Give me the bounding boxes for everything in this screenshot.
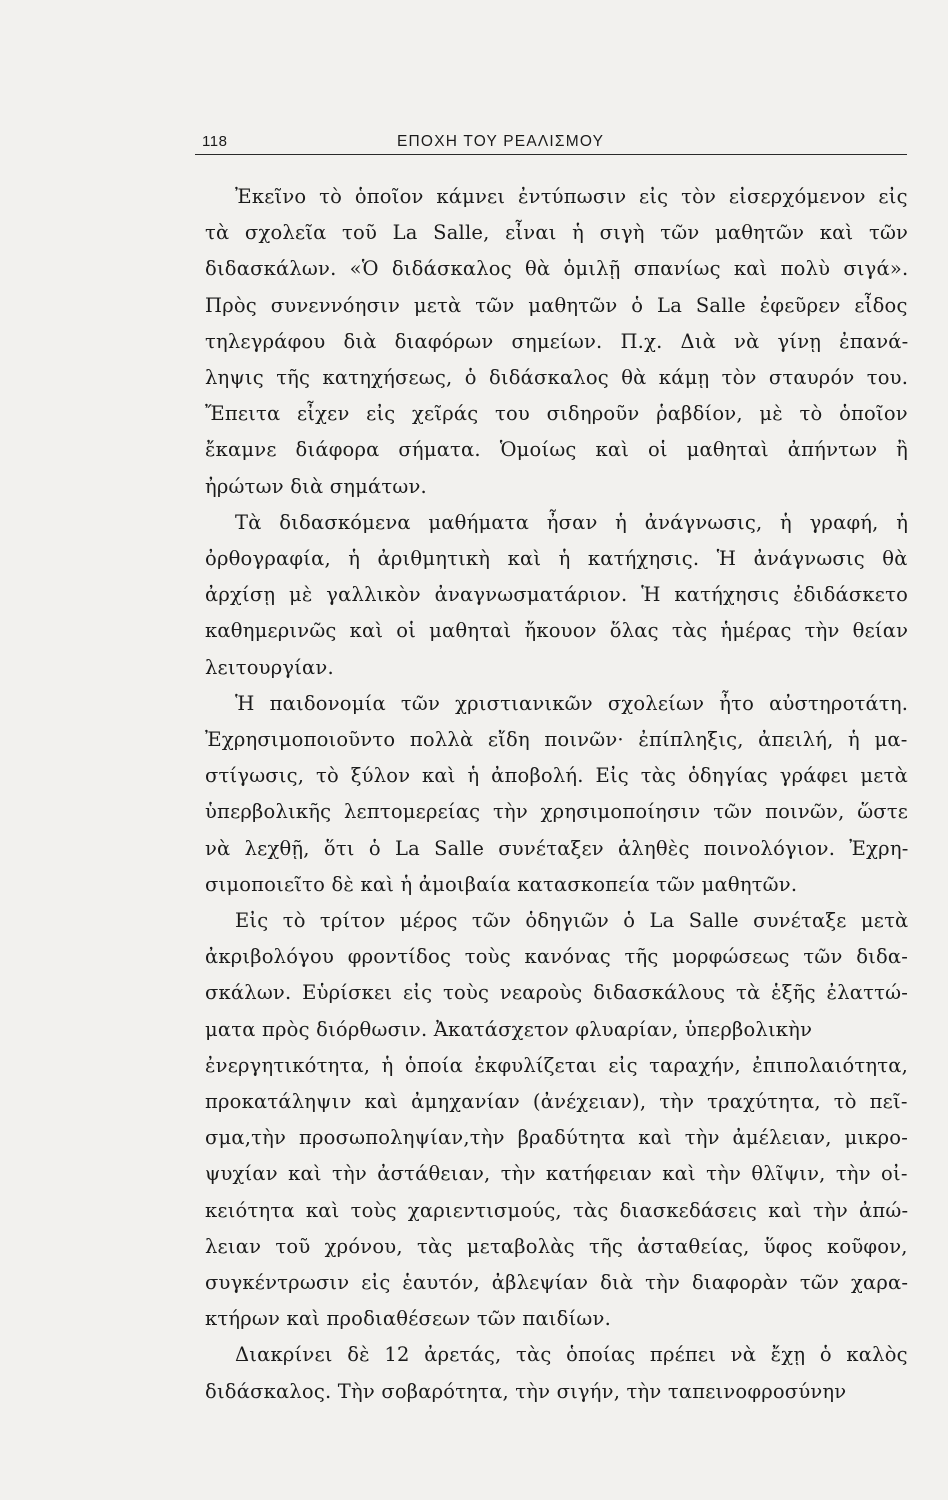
text-line: τηλεγράφου διὰ διαφόρων σημείων. Π.χ. Διὰ νὰ γίνῃ ἐπανά- bbox=[205, 329, 909, 353]
text-line: ματα πρὸς διόρθωσιν. Ἀκατάσχετον φλυαρίαν, ὑπερβολικὴν bbox=[205, 1017, 813, 1041]
running-head bbox=[202, 133, 910, 155]
text-line: κειότητα καὶ τοὺς χαριεντισμούς, τὰς διασκεδάσεις καὶ τὴν ἀπώ- bbox=[205, 1198, 909, 1222]
text-line: διδασκάλων. «Ὁ διδάσκαλος θὰ ὁμιλῇ σπανίως καὶ πολὺ σιγά». bbox=[205, 257, 909, 281]
text-line: διδάσκαλος. Τὴν σοβαρότητα, τὴν σιγήν, τὴν ταπεινοφροσύνην bbox=[205, 1379, 847, 1403]
text-line: κτήρων καὶ προδιαθέσεων τῶν παιδίων. bbox=[205, 1307, 611, 1331]
text-line: ληψις τῆς κατηχήσεως, ὁ διδάσκαλος θὰ κάμῃ τὸν σταυρόν του. bbox=[205, 366, 909, 389]
text-line: Ἐχρησιμοποιοῦντο πολλὰ εἴδη ποινῶν· ἐπίπληξις, ἀπειλή, ἡ μα- bbox=[205, 728, 908, 751]
text-line: Ἡ παιδονομία τῶν χριστιανικῶν σχολείων ἦτο αὐστηροτάτη. bbox=[235, 691, 909, 715]
text-line: Τὰ διδασκόμενα μαθήματα ἦσαν ἡ ἀνάγνωσις, ἡ γραφή, ἡ bbox=[235, 510, 909, 534]
text-line: συγκέντρωσιν εἰς ἑαυτόν, ἀβλεψίαν διὰ τὴν διαφορὰν τῶν χαρα- bbox=[205, 1271, 909, 1294]
text-line: σκάλων. Εὑρίσκει εἰς τοὺς νεαροὺς διδασκάλους τὰ ἑξῆς ἐλαττώ- bbox=[205, 981, 908, 1005]
text-line: ἀκριβολόγου φροντίδος τοὺς κανόνας τῆς μορφώσεως τῶν διδα- bbox=[205, 945, 909, 969]
text-line: Διακρίνει δὲ 12 ἀρετάς, τὰς ὁποίας πρέπει νὰ ἔχῃ ὁ καλὸς bbox=[235, 1343, 908, 1367]
text-line: λειτουργίαν. bbox=[205, 655, 334, 679]
text-line: στίγωσις, τὸ ξύλον καὶ ἡ ἀποβολή. Εἰς τὰς ὁδηγίας γράφει μετὰ bbox=[205, 764, 908, 788]
text-line: ἔκαμνε διάφορα σήματα. Ὁμοίως καὶ οἱ μαθηταὶ ἀπήντων ἢ bbox=[205, 438, 909, 462]
running-title: ΕΠΟΧΗ ΤΟΥ ΡΕΑΛΙΣΜΟΥ bbox=[397, 133, 605, 150]
text-line: νὰ λεχθῇ, ὅτι ὁ La Salle συνέταξεν ἀληθὲς ποινολόγιον. Ἐχρη- bbox=[205, 836, 909, 860]
text-line: ἀρχίσῃ μὲ γαλλικὸν ἀναγνωσματάριον. Ἡ κατήχησις ἐδιδάσκετο bbox=[205, 583, 909, 607]
text-line: Ἔπειτα εἶχεν εἰς χεῖράς του σιδηροῦν ῥαβδίον, μὲ τὸ ὁποῖον bbox=[205, 402, 908, 426]
text-line: ψυχίαν καὶ τὴν ἀστάθειαν, τὴν κατήφειαν καὶ τὴν θλῖψιν, τὴν οἰ- bbox=[205, 1162, 908, 1186]
text-line: σιμοποιεῖτο δὲ καὶ ἡ ἀμοιβαία κατασκοπεία τῶν μαθητῶν. bbox=[205, 872, 798, 896]
text-line: προκατάληψιν καὶ ἀμηχανίαν (ἀνέχειαν), τὴν τραχύτητα, τὸ πεῖ- bbox=[205, 1090, 908, 1113]
text-line: Ἐκεῖνο τὸ ὁποῖον κάμνει ἐντύπωσιν εἰς τὸν εἰσερχόμενον εἰς bbox=[235, 185, 908, 208]
header-rule bbox=[195, 154, 907, 155]
text-line: Εἰς τὸ τρίτον μέρος τῶν ὁδηγιῶν ὁ La Salle συνέταξε μετὰ bbox=[235, 909, 909, 932]
text-line: σμα,τὴν προσωποληψίαν,τὴν βραδύτητα καὶ τὴν ἀμέλειαν, μικρο- bbox=[205, 1126, 909, 1150]
text-line: ἠρώτων διὰ σημάτων. bbox=[205, 474, 427, 498]
text-line: ἐνεργητικότητα, ἡ ὁποία ἐκφυλίζεται εἰς ταραχήν, ἐπιπολαιότητα, bbox=[205, 1053, 909, 1077]
text-line: λειαν τοῦ χρόνου, τὰς μεταβολὰς τῆς ἀσταθείας, ὕφος κοῦφον, bbox=[205, 1234, 908, 1258]
text-line: τὰ σχολεῖα τοῦ La Salle, εἶναι ἡ σιγὴ τῶν μαθητῶν καὶ τῶν bbox=[205, 221, 909, 245]
text-line: Πρὸς συνεννόησιν μετὰ τῶν μαθητῶν ὁ La Salle ἐφεῦρεν εἶδος bbox=[205, 293, 908, 317]
text-line: ὑπερβολικῆς λεπτομερείας τὴν χρησιμοποίησιν τῶν ποινῶν, ὥστε bbox=[205, 800, 909, 824]
text-line: καθημερινῶς καὶ οἱ μαθηταὶ ἤκουον ὅλας τὰς ἡμέρας τὴν θείαν bbox=[205, 619, 909, 643]
page-number: 118 bbox=[202, 133, 228, 150]
text-line: ὀρθογραφία, ἡ ἀριθμητικὴ καὶ ἡ κατήχησις. Ἡ ἀνάγνωσις θὰ bbox=[205, 547, 908, 570]
